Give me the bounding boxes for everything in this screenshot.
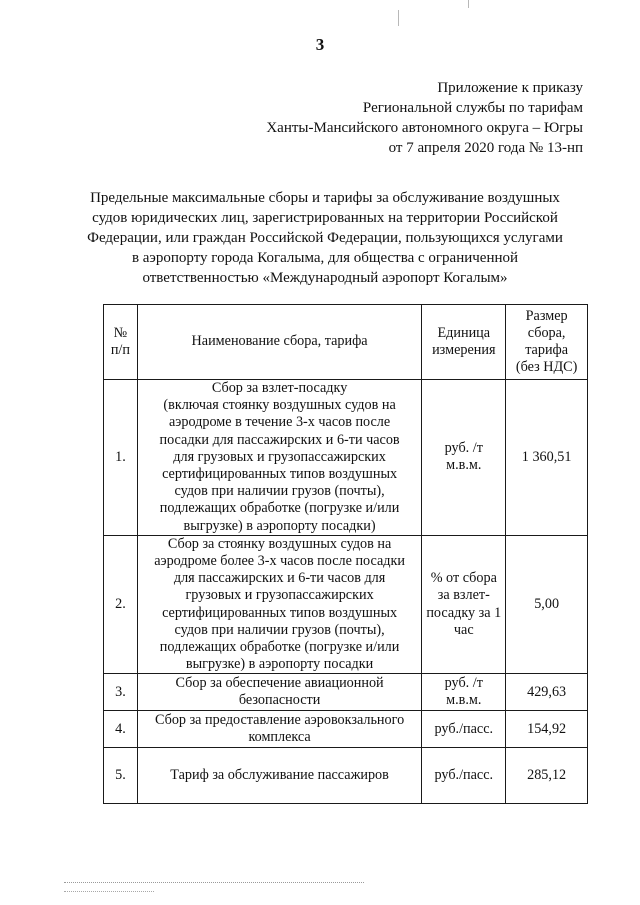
title-line: Федерации, или граждан Российской Федерации, пользующихся услугами xyxy=(87,230,563,246)
unit-line: м.в.м. xyxy=(446,692,482,709)
unit-line: руб./пасс. xyxy=(434,767,494,784)
header-line: п/п xyxy=(110,342,130,358)
header-name xyxy=(137,305,422,380)
annex-line: Ханты-Мансийского автономного округа – Югры xyxy=(266,120,583,136)
unit-line: руб./пасс. xyxy=(434,720,494,737)
title-line: Предельные максимальные сборы и тарифы за обслуживание воздушных xyxy=(90,190,560,206)
annex-line: Региональной службы по тарифам xyxy=(362,100,583,116)
fee-name-line: для грузовых и грузопассажирских xyxy=(173,448,386,465)
fee-name-line: Тариф за обслуживание пассажиров xyxy=(170,767,389,784)
annex-line: Приложение к приказу xyxy=(437,80,583,96)
unit-line: час xyxy=(453,621,474,638)
fee-name-line: сертифицированных типов воздушных xyxy=(162,466,398,483)
fee-name-line: для пассажирских и 6-ти часов для xyxy=(173,570,386,587)
fee-name-line: Сбор за стоянку воздушных судов на xyxy=(167,535,392,552)
table-row xyxy=(104,711,588,748)
fee-name-line: комплекса xyxy=(248,729,311,746)
row-number-cell: 4. xyxy=(104,711,138,748)
fee-name-cell xyxy=(137,748,422,804)
table-row xyxy=(104,674,588,711)
title-line: судов юридических лиц, зарегистрированных на территории Российской xyxy=(92,210,558,226)
header-line: сбора, xyxy=(527,324,566,341)
table-row xyxy=(104,380,588,536)
header-line: измерения xyxy=(432,342,496,358)
fee-name-line: судов при наличии грузов (почты), xyxy=(174,483,385,500)
table-row xyxy=(104,535,588,674)
fee-name-line: безопасности xyxy=(238,692,321,709)
title-line: в аэропорту города Когалыма, для общества с ограниченной xyxy=(131,250,519,266)
header-value xyxy=(506,305,588,380)
page-number: 3 xyxy=(315,35,325,54)
unit-cell xyxy=(422,535,506,674)
header-line: Единица xyxy=(437,324,491,341)
fee-name-line: выгрузке) в аэропорту посадки) xyxy=(183,517,376,534)
header-line: Наименование сбора, тарифа xyxy=(191,333,368,350)
unit-cell xyxy=(422,674,506,711)
header-line: (без НДС) xyxy=(515,359,578,376)
value-cell: 154,92 xyxy=(506,711,588,748)
header-line: тарифа xyxy=(525,342,569,358)
header-unit xyxy=(422,305,506,380)
document-title xyxy=(60,188,590,288)
fee-name-line: сертифицированных типов воздушных xyxy=(162,604,398,621)
unit-line: м.в.м. xyxy=(446,457,482,474)
value-cell: 285,12 xyxy=(506,748,588,804)
unit-cell xyxy=(422,711,506,748)
scan-artifact xyxy=(468,0,469,8)
fee-name-line: Сбор за взлет-посадку xyxy=(211,380,348,396)
fee-name-line: Сбор за обеспечение авиационной xyxy=(175,675,384,692)
fee-name-line: грузовых и грузопассажирских xyxy=(185,587,374,604)
row-number-cell: 2. xyxy=(104,535,138,674)
scan-artifact xyxy=(64,891,154,893)
scan-artifact xyxy=(398,10,399,26)
unit-line: руб. /т xyxy=(444,675,483,692)
header-number xyxy=(104,305,138,380)
fee-name-line: выгрузке) в аэропорту посадки xyxy=(185,656,374,673)
row-number-cell: 3. xyxy=(104,674,138,711)
table-row xyxy=(104,748,588,804)
fee-name-cell xyxy=(137,711,422,748)
value-cell: 5,00 xyxy=(506,535,588,674)
fee-name-line: Сбор за предоставление аэровокзального xyxy=(154,712,405,729)
title-line: ответственностью «Международный аэропорт Когалым» xyxy=(142,270,508,286)
annex-block xyxy=(266,78,583,158)
unit-line: руб. /т xyxy=(444,440,483,457)
unit-cell xyxy=(422,380,506,536)
row-number-cell: 1. xyxy=(104,380,138,536)
fee-name-line: аэродроме в течение 3-х часов после xyxy=(168,414,391,431)
table-header-row xyxy=(104,305,588,380)
header-line: № xyxy=(113,324,128,341)
fee-name-cell xyxy=(137,380,422,536)
fee-name-line: (включая стоянку воздушных судов на xyxy=(163,397,396,414)
fee-name-line: подлежащих обработке (погрузке и/или xyxy=(159,500,400,517)
value-cell: 1 360,51 xyxy=(506,380,588,536)
scan-artifact xyxy=(64,882,364,884)
header-line: Размер xyxy=(525,307,568,324)
fee-name-line: судов при наличии грузов (почты), xyxy=(174,621,385,638)
unit-line: % от сбора xyxy=(430,570,497,587)
row-number-cell: 5. xyxy=(104,748,138,804)
unit-line: за взлет- xyxy=(437,587,490,604)
fee-name-cell xyxy=(137,535,422,674)
annex-line: от 7 апреля 2020 года № 13-нп xyxy=(388,140,583,156)
unit-line: посадку за 1 xyxy=(426,604,502,621)
value-cell: 429,63 xyxy=(506,674,588,711)
fee-name-line: аэродроме более 3-х часов после посадки xyxy=(154,553,405,570)
unit-cell xyxy=(422,748,506,804)
fee-name-cell xyxy=(137,674,422,711)
tariff-table xyxy=(103,304,588,804)
fee-name-line: посадки для пассажирских и 6-ти часов xyxy=(159,431,400,448)
fee-name-line: подлежащих обработке (погрузке и/или xyxy=(159,639,400,656)
